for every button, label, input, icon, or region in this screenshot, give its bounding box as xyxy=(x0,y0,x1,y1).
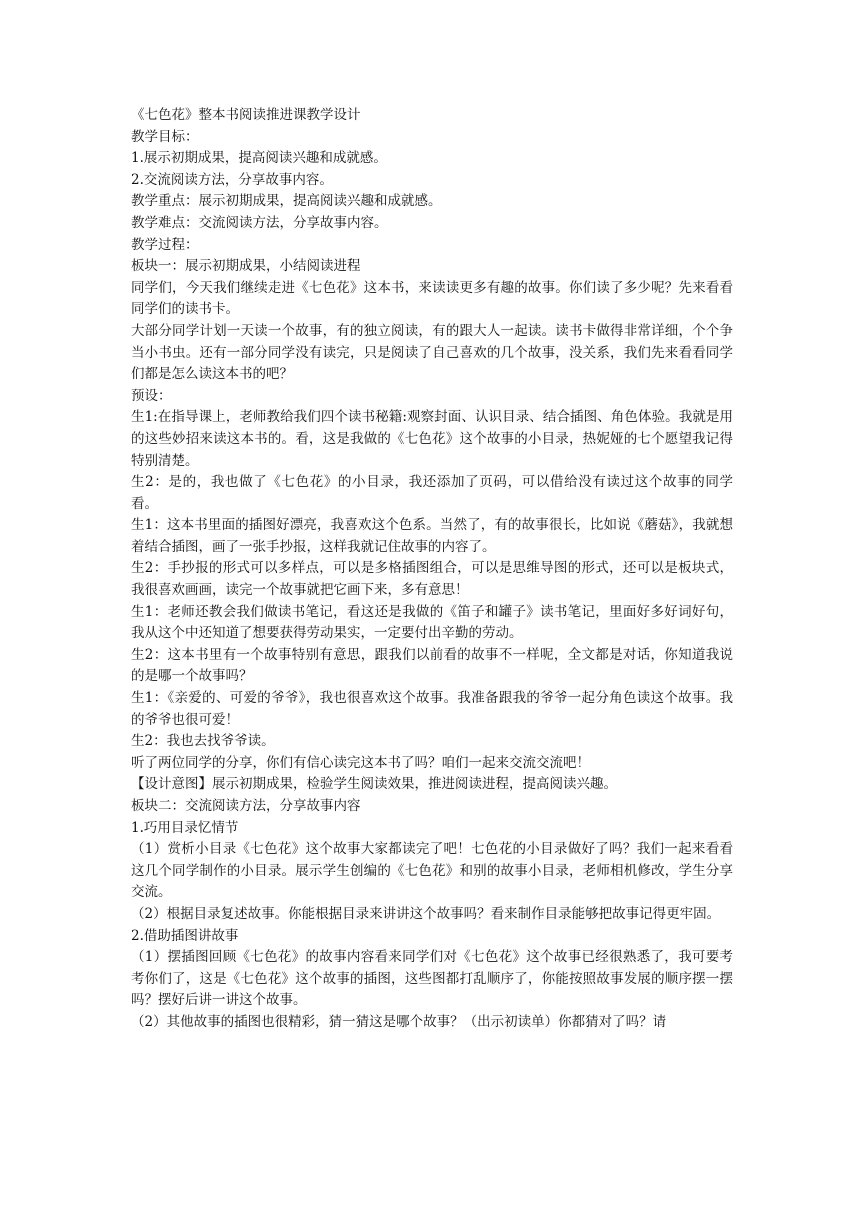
student-dialogue: 生2：这本书里有一个故事特别有意思，跟我们以前看的故事不一样呢，全文都是对话，你知道我说的是哪一个故事吗？ xyxy=(131,646,733,685)
student-dialogue: 生2：是的，我也做了《七色花》的小目录，我还添加了页码，可以借给没有读过这个故事的同学看。 xyxy=(131,474,733,512)
block-heading: 板块一：展示初期成果，小结阅读进程 xyxy=(131,258,361,275)
paragraph: 听了两位同学的分享，你们有信心读完这本书了吗？咱们一起来交流交流吧！ xyxy=(131,754,590,771)
student-dialogue: 生1：这本书里面的插图好漂亮，我喜欢这个色系。当然了，有的故事很长，比如说《蘑菇》，我就想着结合插图，画了一张手抄报，这样我就记住故事的内容了。 xyxy=(131,517,733,555)
process-heading: 教学过程： xyxy=(131,236,199,253)
document-title: 《七色花》整本书阅读推进课教学设计 xyxy=(131,107,361,123)
preset-label: 预设： xyxy=(131,387,172,404)
key-point: 教学重点：展示初期成果，提高阅读兴趣和成就感。 xyxy=(131,193,442,210)
paragraph: 大部分同学计划一天读一个故事，有的独立阅读，有的跟大人一起读。读书卡做得非常详细，个个争当小书虫。还有一部分同学没有读完，只是阅读了自己喜欢的几个故事，没关系，我们先来看看同学们都是怎么读这本书的吧？ xyxy=(131,322,733,383)
section-item: （1）赏析小目录《七色花》这个故事大家都读完了吧！七色花的小目录做好了吗？我们一起来看看这几个同学制作的小目录。展示学生创编的《七色花》和别的故事小目录，老师相机修改，学生分享交流。 xyxy=(131,841,733,901)
difficult-point: 教学难点：交流阅读方法，分享故事内容。 xyxy=(131,214,388,231)
paragraph: 同学们，今天我们继续走进《七色花》这本书，来读读更多有趣的故事。你们读了多少呢？先来看看同学们的读书卡。 xyxy=(131,279,733,318)
section-item: （2）其他故事的插图也很精彩，猜一猜这是哪个故事？（出示初读单）你都猜对了吗？请 xyxy=(131,1013,667,1030)
student-dialogue: 生1：《亲爱的、可爱的爷爷》，我也很喜欢这个故事。我准备跟我的爷爷一起分角色读这个故事。我的爷爷也很可爱！ xyxy=(131,690,733,728)
block-heading: 板块二：交流阅读方法，分享故事内容 xyxy=(131,798,361,814)
goals-heading: 教学目标： xyxy=(131,128,199,145)
student-dialogue: 生2：我也去找爷爷读。 xyxy=(131,733,275,750)
section-item: （2）根据目录复述故事。你能根据目录来讲讲这个故事吗？看来制作目录能够把故事记得更牢固。 xyxy=(131,905,721,922)
student-dialogue: 生1：老师还教会我们做读书笔记，看这还是我做的《笛子和罐子》读书笔记，里面好多好词好句，我从这个中还知道了想要获得劳动果实，一定要付出辛勤的劳动。 xyxy=(131,603,733,642)
design-intent: 【设计意图】展示初期成果，检验学生阅读效果，推进阅读进程，提高阅读兴趣。 xyxy=(131,776,617,793)
student-dialogue: 生1:在指导课上，老师教给我们四个读书秘籍:观察封面、认识目录、结合插图、角色体验。我就是用的这些妙招来读这本书的。看，这是我做的《七色花》这个故事的小目录，热妮娅的七个愿望我记得特别清楚。 xyxy=(131,409,733,469)
section-item: （1）摆插图回顾《七色花》的故事内容看来同学们对《七色花》这个故事已经很熟悉了，我可要考考你们了，这是《七色花》这个故事的插图，这些图都打乱顺序了，你能按照故事发展的顺序摆一摆吗？摆好后讲一讲这个故事。 xyxy=(131,949,733,1009)
section-heading: 1.巧用目录忆情节 xyxy=(131,819,239,836)
lesson-plan-document xyxy=(131,105,733,1034)
section-heading: 2.借助插图讲故事 xyxy=(131,927,239,944)
student-dialogue: 生2：手抄报的形式可以多样点，可以是多格插图组合，可以是思维导图的形式，还可以是板块式，我很喜欢画画，读完一个故事就把它画下来，多有意思！ xyxy=(131,560,733,599)
goal-item: 1.展示初期成果，提高阅读兴趣和成就感。 xyxy=(131,150,387,167)
goal-item: 2.交流阅读方法，分享故事内容。 xyxy=(131,171,333,188)
